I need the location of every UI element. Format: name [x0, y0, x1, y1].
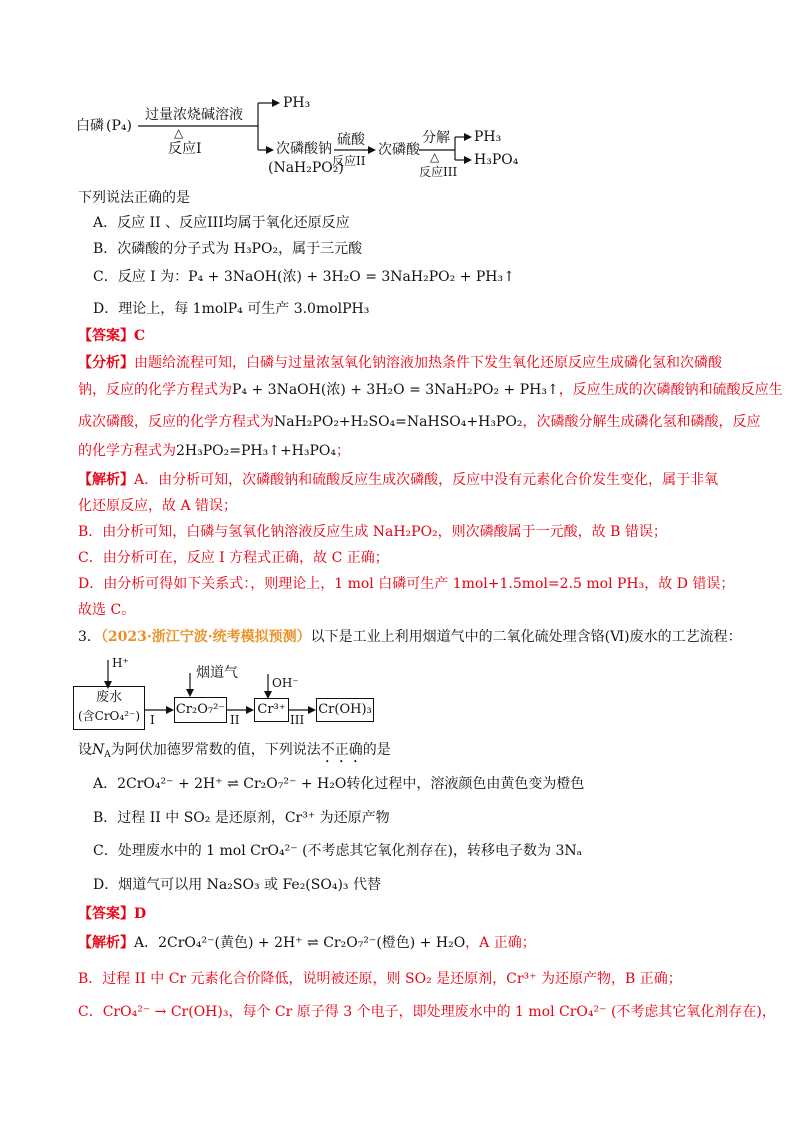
analysis-text-2b: ，反应生成的次磷酸钠和硫酸反应生 [558, 382, 783, 398]
waste-water-composition: (含CrO₄²⁻) [77, 709, 141, 723]
q3-explanation-b: B．过程 II 中 Cr 元素化合价降低，说明被还原，则 SO₂ 是还原剂，Cr³⁺ 为还原产物，B 正确； [78, 971, 682, 987]
answer-tag: 【答案】 [78, 328, 134, 344]
question-source: （2023·浙江宁波·统考模拟预测） [100, 629, 311, 645]
explanation-tag: 【解析】 [78, 472, 134, 488]
analysis-text-1: 由题给流程可知，白磷与过量浓氢氧化钠溶液加热条件下发生氧化还原反应生成磷化氢和次磷酸 [134, 355, 722, 371]
option-d: D．理论上，每 1molP₄ 可生产 3.0molPH₃ [93, 301, 370, 317]
analysis-text-2a: 钠，反应的化学方程式为 [78, 382, 232, 398]
q3-answer-value: D [134, 906, 147, 922]
oh-minus-label: OH⁻ [272, 676, 299, 690]
dichromate-box: Cr₂O₇²⁻ [174, 697, 227, 723]
heat-icon: △ [430, 150, 440, 164]
avogadro-symbol: N [92, 742, 105, 758]
q3-option-a-equation: A．2CrO₄²⁻ + 2H⁺ ⇌ Cr₂O₇²⁻ + H₂O [93, 776, 347, 792]
option-c-equation: P₄ + 3NaOH(浓) + 3H₂O = 3NaH₂PO₂ + PH₃↑ [188, 269, 515, 285]
q3-option-a-text: 转化过程中，溶液颜色由黄色变为橙色 [346, 776, 585, 792]
q3-answer-line [78, 905, 146, 923]
analysis-text-4a: 的化学方程式为 [78, 443, 176, 459]
analysis-text-4b: ； [336, 443, 351, 459]
question-number: 3． [78, 629, 101, 645]
nah2po2-label: (NaH₂PO₂) [268, 160, 344, 176]
prompt-emphasis: 不正确 [320, 742, 363, 758]
chromium-hydroxide-box: Cr(OH)₃ [316, 698, 374, 722]
question-prompt: 下列说法正确的是 [78, 190, 190, 206]
reagent-label: 过量浓烧碱溶液 [145, 107, 243, 123]
p4-label: (P₄) [106, 118, 132, 134]
sulfuric-label: 硫酸 [337, 132, 365, 148]
explanation-line-d: D．由分析可得如下关系式：，则理论上，1 mol 白磷可生产 1mol+1.5mol=2.5 mol PH₃，故 D 错误； [78, 576, 735, 592]
q3-explanation-a-end: ，A 正确； [465, 935, 536, 951]
heat-icon: △ [174, 126, 184, 140]
q3-answer-tag: 【答案】 [78, 906, 134, 922]
h3po4-label: H₃PO₄ [474, 152, 519, 168]
chromium3-box: Cr³⁺ [254, 698, 289, 722]
white-phosphorus-label: 白磷 [76, 118, 104, 134]
hypophosphite-label: 次磷酸钠 [276, 141, 332, 157]
q3-explanation-tag: 【解析】 [78, 935, 134, 951]
option-c-prefix: C．反应 I 为： [93, 269, 189, 285]
explanation-line-c: C．由分析可在，反应 I 方程式正确，故 C 正确； [78, 550, 389, 566]
reaction3-label: 反应III [419, 165, 458, 179]
q3-option-a [93, 775, 584, 793]
analysis-equation-1: P₄ + 3NaOH(浓) + 3H₂O = 3NaH₂PO₂ + PH₃↑ [232, 382, 559, 398]
q3-explanation-a [78, 934, 536, 952]
decompose-label: 分解 [422, 130, 450, 146]
conclusion-line: 故选 C。 [78, 602, 136, 618]
hypo-acid-label: 次磷酸 [378, 142, 420, 158]
reaction2-label: 反应II [332, 154, 366, 168]
ph3-right-label: PH₃ [474, 129, 502, 145]
prompt-text-c: 的是 [362, 742, 391, 758]
analysis-text-3b: ，次磷酸分解生成磷化氢和磷酸，反应 [522, 414, 761, 430]
step1-label: I [150, 713, 155, 727]
q3-option-d: D．烟道气可以用 Na₂SO₃ 或 Fe₂(SO₄)₃ 代替 [93, 877, 381, 893]
avogadro-subscript: A [104, 750, 111, 760]
analysis-tag: 【分析】 [78, 355, 134, 371]
analysis-equation-3: 2H₃PO₂=PH₃↑+H₃PO₄ [176, 443, 337, 459]
step2-label: II [230, 713, 240, 727]
q3-option-c: C．处理废水中的 1 mol CrO₄²⁻ (不考虑其它氧化剂存在)，转移电子数为 3Nₐ [93, 843, 583, 859]
prompt-text-a: 设 [78, 742, 92, 758]
explanation-a-text: A．由分析可知，次磷酸钠和硫酸反应生成次磷酸，反应中没有元素化合价发生变化，属于非氧 [134, 472, 719, 488]
q3-explanation-c: C．CrO₄²⁻ → Cr(OH)₃，每个 Cr 原子得 3 个电子，即处理废水中的 1 mol CrO₄²⁻ (不考虑其它氧化剂存在)， [78, 1004, 776, 1020]
waste-water-box [73, 686, 145, 730]
step3-label: III [290, 713, 305, 727]
option-b: B．次磷酸的分子式为 H₃PO₂，属于三元酸 [93, 241, 363, 257]
analysis-equation-2: NaH₂PO₂+H₂SO₄=NaHSO₄+H₃PO₂ [274, 414, 523, 430]
q3-explanation-a-equation: A．2CrO₄²⁻(黄色) + 2H⁺ ⇌ Cr₂O₇²⁻(橙色) + H₂O [134, 935, 466, 951]
flue-gas-label: 烟道气 [196, 665, 238, 681]
explanation-line-b: B．由分析可知，白磷与氢氧化钠溶液反应生成 NaH₂PO₂，则次磷酸属于一元酸，故 B 错误； [78, 524, 667, 540]
h-plus-label: H⁺ [112, 656, 129, 670]
question-3-prompt [78, 741, 391, 766]
answer-value: C [134, 328, 146, 344]
q3-option-b: B．过程 II 中 SO₂ 是还原剂，Cr³⁺ 为还原产物 [93, 810, 390, 826]
option-a: A．反应 II 、反应III均属于氧化还原反应 [93, 215, 350, 231]
analysis-text-3a: 成次磷酸，反应的化学方程式为 [78, 414, 274, 430]
prompt-text-b: 为阿伏加德罗常数的值，下列说法 [110, 742, 321, 758]
reaction1-label: 反应I [168, 141, 202, 157]
question-stem: 以下是工业上利用烟道气中的二氧化硫处理含铬(Ⅵ)废水的工艺流程： [310, 629, 742, 645]
ph3-top-label: PH₃ [283, 95, 311, 111]
explanation-line-a2: 化还原反应，故 A 错误； [78, 498, 238, 514]
waste-water-label: 废水 [95, 690, 122, 705]
